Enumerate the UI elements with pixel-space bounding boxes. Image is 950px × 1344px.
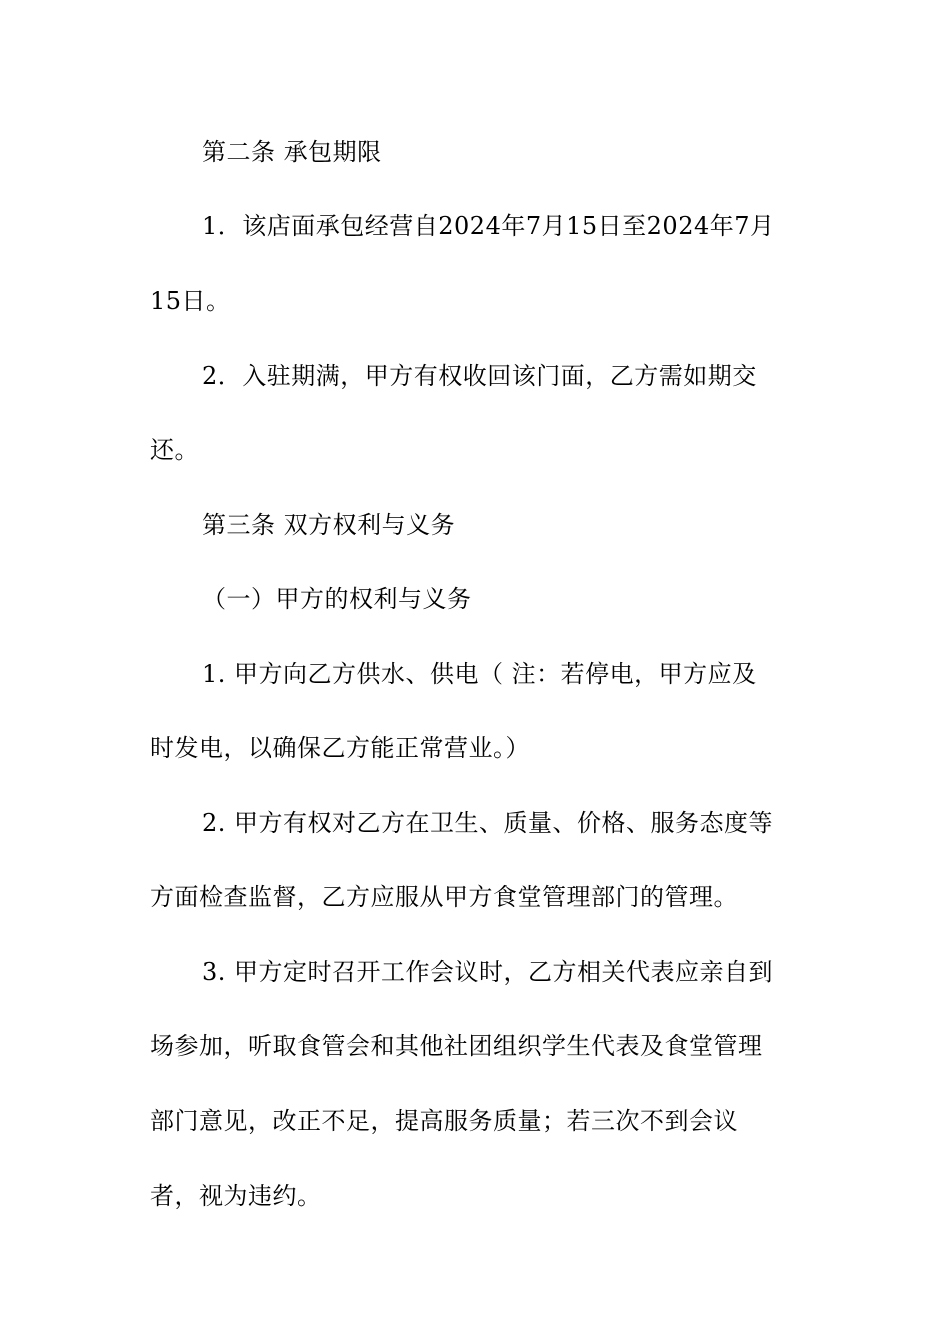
paragraph-line: 场参加，听取食管会和其他社团组织学生代表及食堂管理 <box>150 1032 763 1060</box>
paragraph-line: 2. 甲方有权对乙方在卫生、质量、价格、服务态度等 <box>202 809 774 837</box>
paragraph-line: 部门意见，改正不足，提高服务质量；若三次不到会议 <box>150 1107 738 1135</box>
paragraph-line: 者，视为违约。 <box>150 1182 322 1210</box>
section-heading-term: 第二条 承包期限 <box>202 138 382 166</box>
paragraph-line: 1. 甲方向乙方供水、供电（ 注：若停电，甲方应及 <box>202 660 757 688</box>
paragraph-line: 3. 甲方定时召开工作会议时，乙方相关代表应亲自到 <box>202 958 774 986</box>
section-heading-rights: 第三条 双方权利与义务 <box>202 511 456 539</box>
paragraph-line: 1．该店面承包经营自2024年7月15日至2024年7月 <box>202 212 775 240</box>
subsection-heading: （一）甲方的权利与义务 <box>202 585 472 613</box>
paragraph-line: 15日。 <box>150 287 231 315</box>
paragraph-line: 方面检查监督，乙方应服从甲方食堂管理部门的管理。 <box>150 883 738 911</box>
paragraph-line: 2．入驻期满，甲方有权收回该门面，乙方需如期交 <box>202 362 757 390</box>
paragraph-line: 时发电，以确保乙方能正常营业。） <box>150 734 530 762</box>
paragraph-line: 还。 <box>150 436 199 464</box>
